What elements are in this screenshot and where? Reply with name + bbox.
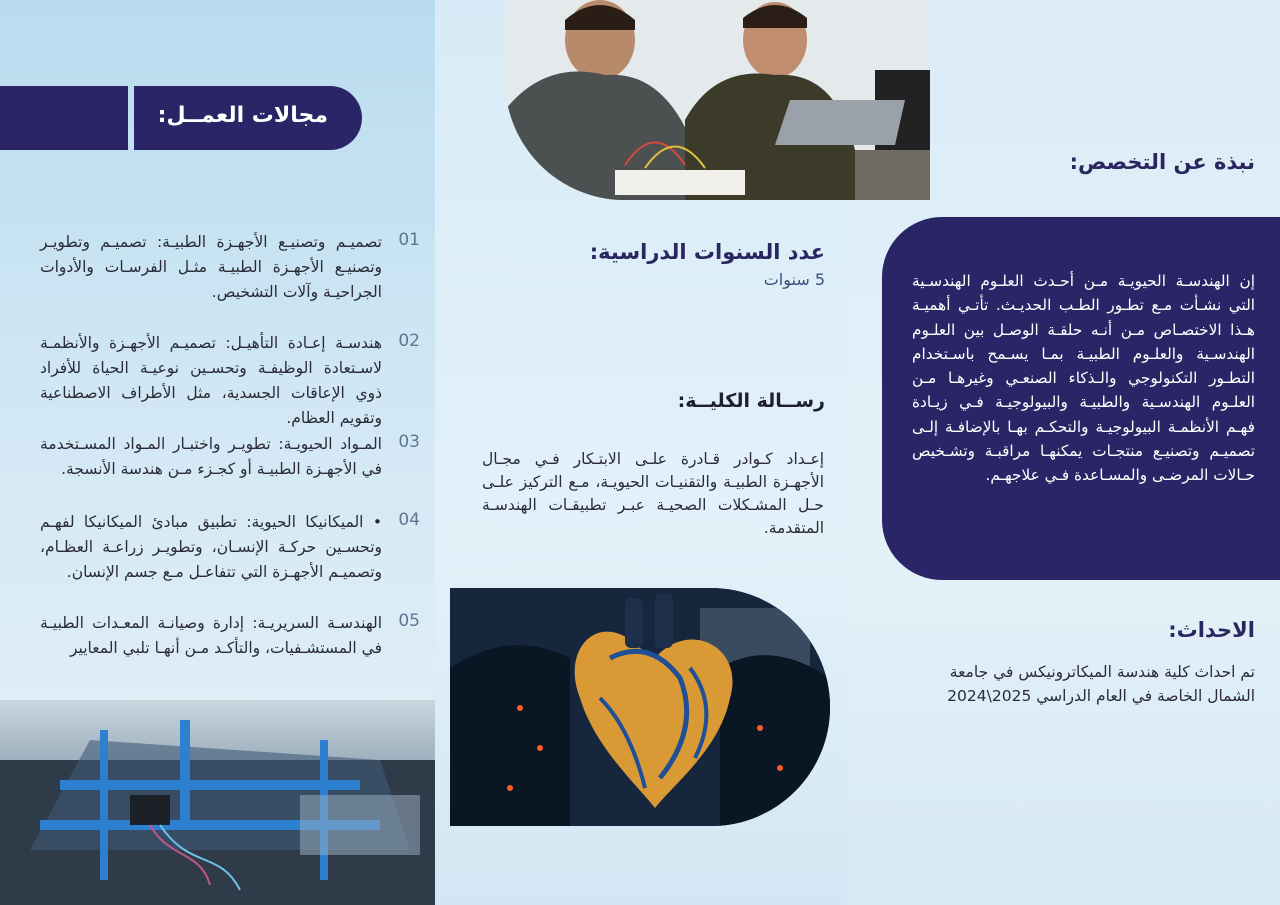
work-item-05 — [40, 611, 420, 687]
years-value: 5 سنوات — [763, 270, 825, 289]
mission-title: رســالة الكليــة: — [677, 390, 825, 412]
work-header-bar — [0, 86, 128, 150]
events-title: الاحداث: — [1168, 618, 1255, 642]
work-item-text: • الميكانيكا الحيوية: تطبيق مبادئ الميكانيكا لفهـم وتحسـين حركـة الإنسـان، وتطويـر زراعـة العظـام، وتصميـم الأجهـزة التي تتفاعـل مـع جسم الإنسان. — [40, 513, 382, 581]
work-item-01 — [40, 230, 420, 330]
work-title: مجالات العمــل: — [157, 103, 328, 128]
about-box — [882, 217, 1280, 580]
about-title: نبذة عن التخصص: — [1069, 150, 1255, 174]
events-text: تم احداث كلية هندسة الميكاترونيكس في جامعة الشمال الخاصة في العام الدراسي 2025\2024 — [947, 663, 1255, 705]
work-header-pill — [134, 86, 362, 150]
years-title: عدد السنوات الدراسية: — [589, 240, 825, 264]
students-illustration — [505, 0, 930, 200]
work-item-number: 02 — [398, 331, 420, 351]
work-item-text: تصميـم وتصنيـع الأجهـزة الطبيـة: تصميـم وتطويـر وتصنيـع الأجهـزة الطبيـة مثـل الفرسـات والأدوات الجراحيـة وآلات التشخيص. — [40, 233, 382, 301]
cnc-machine-illustration — [0, 700, 435, 905]
work-item-04 — [40, 510, 420, 610]
work-item-text: المـواد الحيويـة: تطويـر واختبـار المـواد المسـتخدمة في الأجهـزة الطبيـة أو كجـزء مـن هندسة الأنسجة. — [40, 435, 382, 478]
about-text: إن الهندسـة الحيويـة مـن أحـدث العلـوم الهندسـية التي نشـأت مـع تطـور الطـب الحديـث. تأتـي أهميـة هـذا الاختصـاص مـن أنـه حلقـة الوصـل بين العلـوم الهندسـية والعلـوم الطبيـة بمـا يسـمح باسـتخدام التطـور التكنولوجي والـذكاء الصنعـي وغيرهـا مـن العلـوم الهندسـية والطبيـة والبيولوجيـة فـي زيـادة فهـم الأنظمـة البيولوجيـة والتحكـم بهـا بالإضافـة إلـى تصميـم وتصنيـع منتجـات يمكنهـا مراقبـة وتشـخيص حـالات المرضـى والمسـاعدة فـي علاجهـم. — [912, 272, 1255, 485]
work-item-number: 05 — [398, 611, 420, 631]
work-item-text: هندسـة إعـادة التأهيـل: تصميـم الأجهـزة والأنظمـة لاسـتعادة الوظيفـة وتحسـين نوعيـة الحياة للأفراد ذوي الإعاقات الجسدية، مثل الأطراف الاصطناعية وتقويم العظام. — [40, 334, 382, 427]
work-item-number: 04 — [398, 510, 420, 530]
cnc-machine-photo — [0, 700, 435, 905]
work-item-03 — [40, 432, 420, 508]
robotic-heart-photo — [450, 588, 830, 826]
work-item-number: 03 — [398, 432, 420, 452]
work-item-text: الهندسـة السريريـة: إدارة وصيانـة المعـدات الطبيـة في المستشـفيات، والتأكـد مـن أنهـا تلبي المعايير — [40, 614, 382, 657]
mission-text: إعـداد كـوادر قـادرة علـى الابتـكار فـي مجـال الأجهـزة الطبيـة والتقنيـات الحيويـة، مـع التركيز علـى حـل المشـكلات الصحيـة عبـر تطبيقـات الهندسـة المتقدمة. — [482, 450, 824, 537]
students-photo — [505, 0, 930, 200]
work-item-02 — [40, 331, 420, 431]
work-item-number: 01 — [398, 230, 420, 250]
robotic-heart-illustration — [450, 588, 830, 826]
